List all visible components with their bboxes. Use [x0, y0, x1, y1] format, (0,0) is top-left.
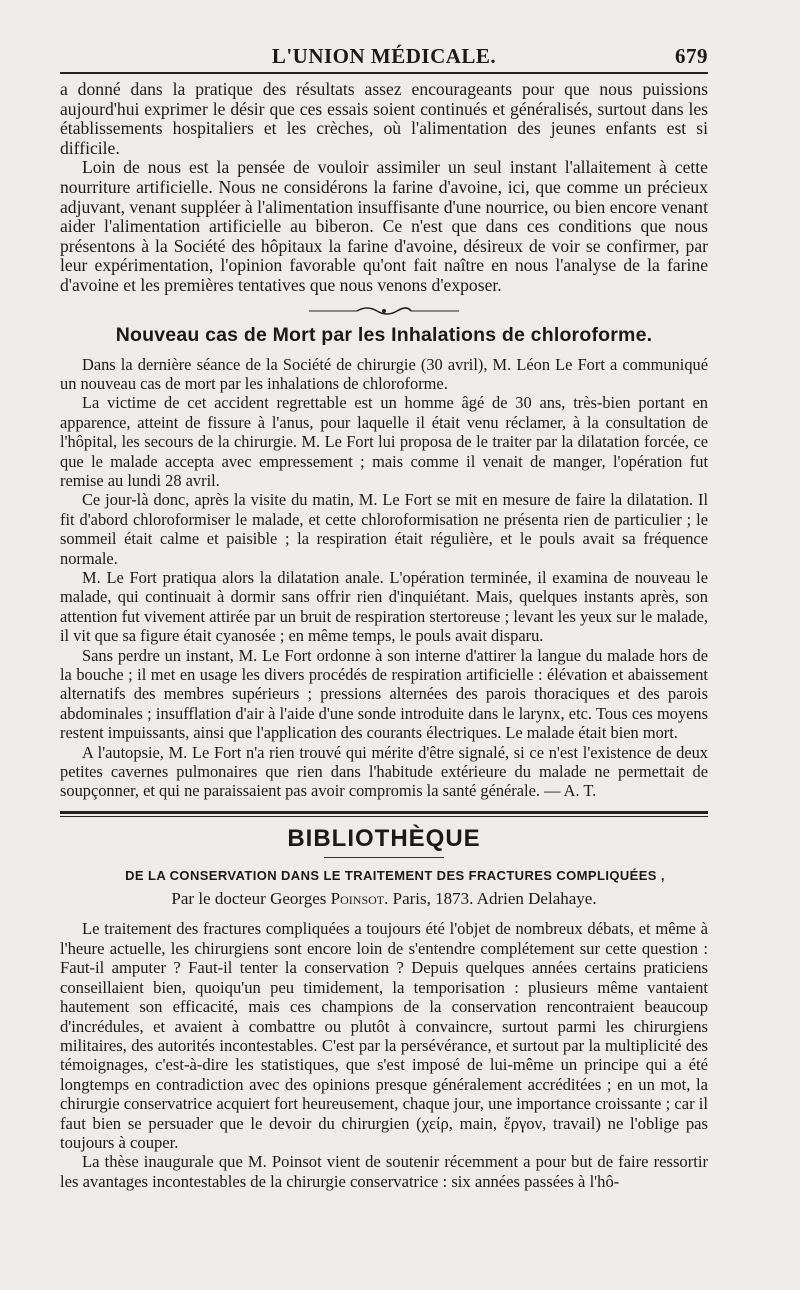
paragraph: La thèse inaugurale que M. Poinsot vient de soutenir récemment a pour but de faire ressortir les avantages incontestables de la chirurgie conservatrice : six années passées à l'hô- — [60, 1152, 708, 1191]
book-author: Poinsot — [330, 889, 385, 909]
paragraph: M. Le Fort pratiqua alors la dilatation anale. L'opération terminée, il examina de nouveau le malade, qui continuait à dormir sans offrir rien d'inquiétant. Mais, quelques instants après, son attention fut vivement attirée par un bruit de respiration stertoreuse ; levant les yeux sur le malade, il vit que sa figure était cyanosée ; en même temps, le pouls avait disparu. — [60, 568, 708, 646]
paragraph: Loin de nous est la pensée de vouloir assimiler un seul instant l'allaitement à cette nourriture artificielle. Nous ne considérons la farine d'avoine, ici, que comme un précieux adjuvant, venant suppléer à l'alimentation insuffisante d'une nourrice, ou bien encore venant aider l'alimentation artificielle au biberon. Ce n'est que dans ces conditions que nous présentons à la Société des hôpitaux la farine d'avoine, désireux de voir se confirmer, par leur expérimentation, l'opinion favorable qu'ont fait naître en nous l'analyse de la farine d'avoine et les premières tentatives que nous venons d'exposer. — [60, 157, 708, 295]
page-number: 679 — [675, 44, 708, 68]
paragraph: Ce jour-là donc, après la visite du matin, M. Le Fort se mit en mesure de faire la dilatation. Il fit d'abord chloroformiser le malade, et cette chloroformisation ne présenta rien de particulier ; le sommeil était calme et paisible ; la respiration était régulière, et le pouls avait sa fréquence normale. — [60, 490, 708, 568]
paragraph: Sans perdre un instant, M. Le Fort ordonne à son interne d'attirer la langue du malade hors de la bouche ; il met en usage les divers procédés de respiration artificielle : élévation et abaissement alternatifs des membres supérieurs ; pressions alternées des parois thoraciques et des parois abdominales ; insufflation d'air à l'aide d'une sonde introduite dans le larynx, etc. Tous ces moyens restent impuissants, ainsi que l'application des courants électriques. Le malade était bien mort. — [60, 645, 708, 743]
book-ref-suffix: . Paris, 1873. Adrien Delahaye. — [384, 889, 597, 909]
book-title: DE LA CONSERVATION DANS LE TRAITEMENT DES FRACTURES COMPLIQUÉES , — [125, 867, 665, 883]
article-title-chloroform: Nouveau cas de Mort par les Inhalations de chloroforme. — [115, 323, 653, 346]
book-reference — [60, 889, 708, 909]
section-double-rule — [60, 811, 708, 817]
ornament-divider-icon — [309, 304, 459, 318]
section-bibliotheque — [60, 919, 708, 1191]
paragraph: La victime de cet accident regrettable est un homme âgé de 30 ans, très-bien portant en apparence, atteint de fissure à l'anus, pour laquelle il était venu réclamer, à la consultation de l'hôpital, les secours de la chirurgie. M. Le Fort lui proposa de le traiter par la dilatation forcée, ce que le malade accepta avec empressement ; mais comme il venait de manger, l'opération fut remise au lundi 28 avril. — [60, 393, 708, 490]
running-head — [60, 40, 708, 70]
header-rule — [60, 72, 708, 74]
section-chloroform-death — [60, 355, 708, 801]
paragraph: Le traitement des fractures compliquées a toujours été l'objet de nombreux débats, et même à l'heure actuelle, les chirurgiens sont encore loin de s'entendre complétement sur cette question : Faut-il amputer ? Faut-il tenter la conservation ? Depuis quelques années certains praticiens conseillaient bien, quoiqu'un peu timidement, la temporisation : plusieurs même vantaient hautement son efficacité, mais ces champions de la conservation rencontraient beaucoup d'incrédules, et avaient à combattre ou plutôt à convaincre, surtout parmi les chirurgiens militaires, des autorités incontestables. C'est par la persévérance, et surtout par la multiplicité des témoignages, c'est-à-dire les statistiques, que s'est imposé de lui-même un principe qui a été longtemps en contradiction avec des opinions presque généralement accréditées ; en un mot, la chirurgie conservatrice acquiert fort heureusement, chaque jour, une importance croissante ; car il faut bien se persuader que le devoir du chirurgien (χείρ, main, ἔργον, travail) ne l'oblige pas toujours à couper. — [60, 919, 708, 1152]
paragraph: a donné dans la pratique des résultats assez encourageants pour que nous puissions aujourd'hui exprimer le désir que ces essais soient continués et généralisés, surtout dans les établissements hospitaliers et les crèches, où l'alimentation des jeunes enfants est si difficile. — [60, 79, 708, 158]
heading-underline — [324, 857, 444, 858]
bibliotheque-heading: BIBLIOTHÈQUE — [287, 824, 481, 852]
section-oat-flour-conclusion — [60, 80, 708, 296]
journal-title: L'UNION MÉDICALE. — [271, 44, 497, 68]
paragraph: Dans la dernière séance de la Société de chirurgie (30 avril), M. Léon Le Fort a communiqué un nouveau cas de mort par les inhalations de chloroforme. — [60, 354, 708, 393]
book-ref-prefix: Par le docteur Georges — [171, 889, 331, 909]
paragraph: A l'autopsie, M. Le Fort n'a rien trouvé qui mérite d'être signalé, si ce n'est l'existence de deux petites cavernes pulmonaires que rien dans l'habitude extérieure du malade ne permettait de soupçonner, et qui ne paraissaient pas avoir compromis la santé générale. — A. T. — [60, 742, 708, 801]
